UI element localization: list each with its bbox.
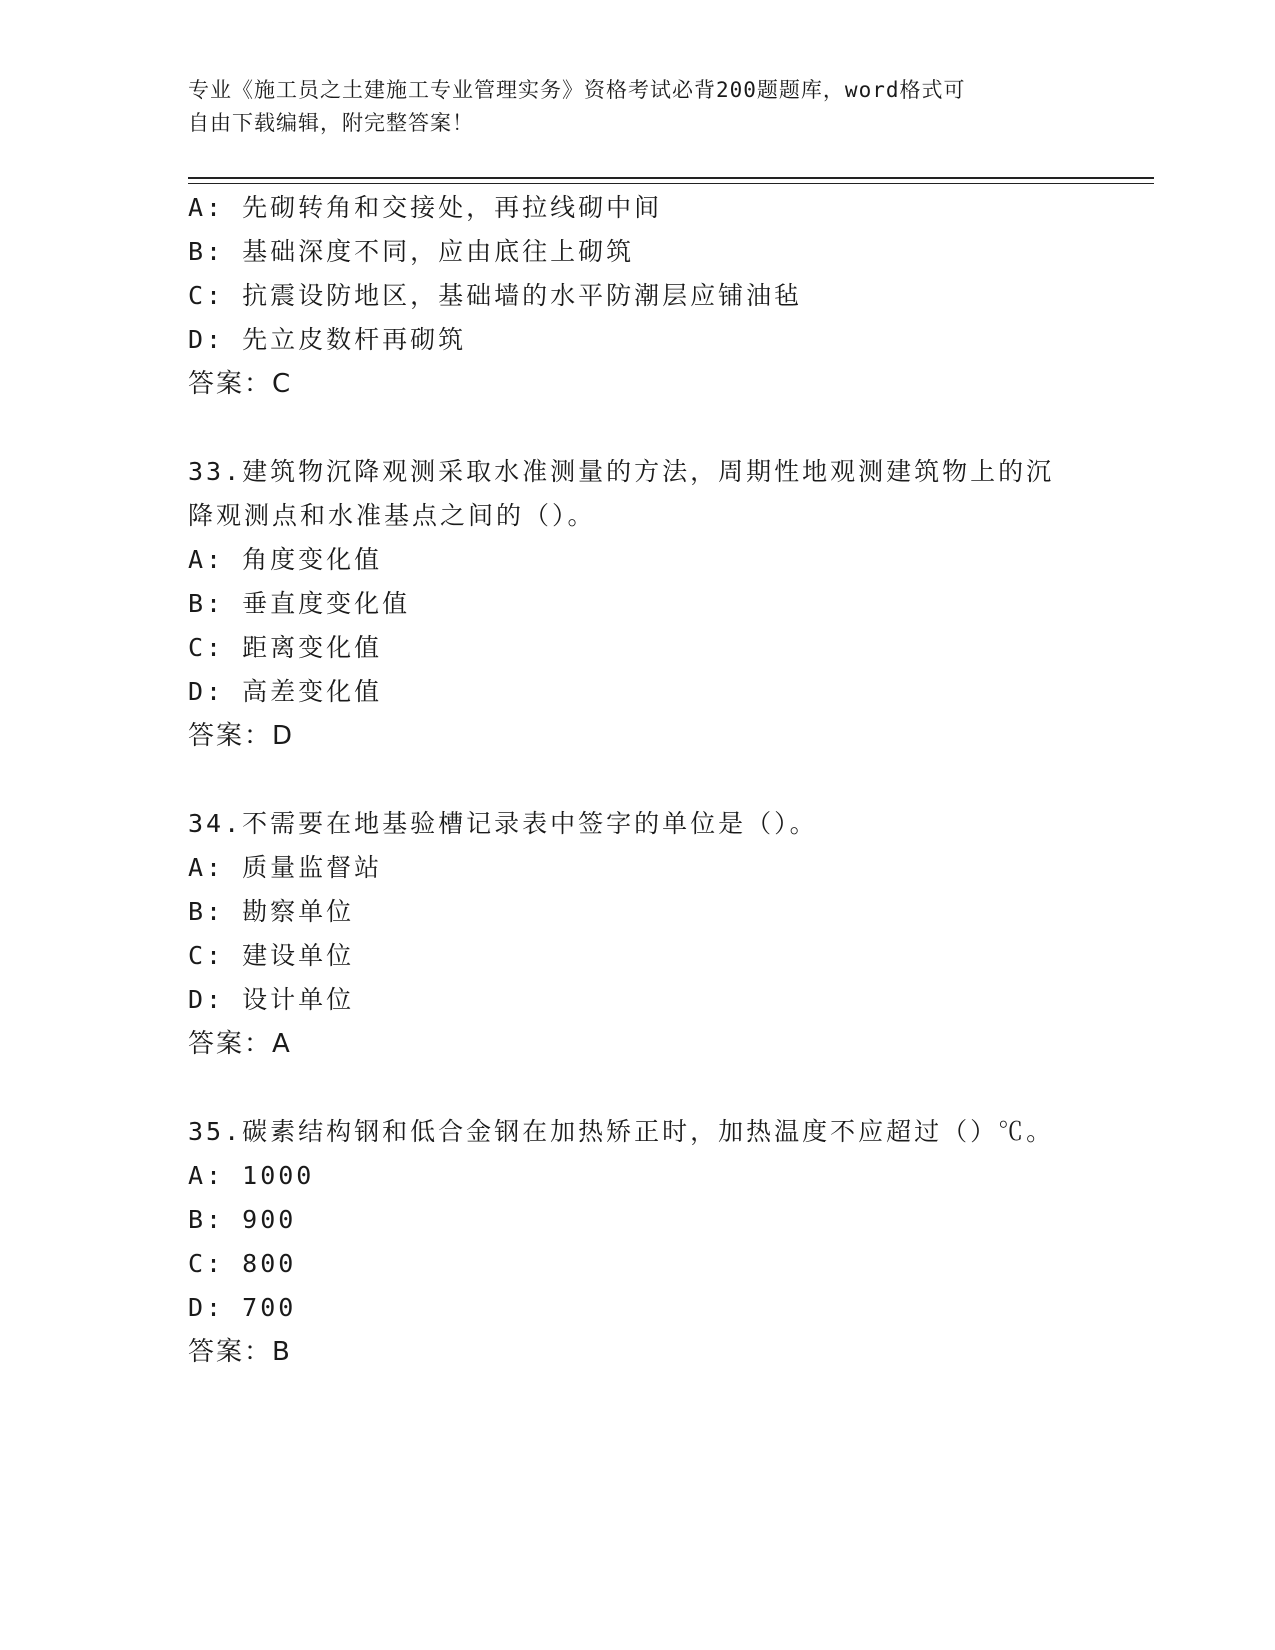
q33-answer: 答案：D	[188, 721, 295, 751]
document-header	[188, 74, 1068, 140]
header-divider-thick	[188, 177, 1154, 179]
q35-option-a: A: 1000	[188, 1161, 315, 1190]
header-title-line-1: 专业《施工员之土建施工专业管理实务》资格考试必背200题题库，word格式可	[188, 78, 966, 102]
q35-stem: 35.碳素结构钢和低合金钢在加热矫正时，加热温度不应超过（）℃。	[188, 1117, 1055, 1146]
q35-option-c: C: 800	[188, 1249, 297, 1278]
q34-option-a: A: 质量监督站	[188, 853, 383, 882]
q33-option-b: B: 垂直度变化值	[188, 589, 411, 618]
q33-option-a: A: 角度变化值	[188, 545, 383, 574]
q34-stem: 34.不需要在地基验槽记录表中签字的单位是（）。	[188, 809, 818, 838]
q32-option-c: C: 抗震设防地区，基础墙的水平防潮层应铺油毡	[188, 281, 803, 310]
q32-option-b: B: 基础深度不同，应由底往上砌筑	[188, 237, 635, 266]
q34-option-b: B: 勘察单位	[188, 897, 355, 926]
header-title-line-2: 自由下载编辑，附完整答案！	[188, 111, 474, 135]
q34-option-d: D: 设计单位	[188, 985, 355, 1014]
q32-option-a: A: 先砌转角和交接处，再拉线砌中间	[188, 193, 663, 222]
q34-option-c: C: 建设单位	[188, 941, 355, 970]
q33-stem-line-2: 降观测点和水准基点之间的（）。	[188, 501, 596, 530]
q35-answer: 答案：B	[188, 1337, 292, 1367]
q35-option-b: B: 900	[188, 1205, 297, 1234]
q32-answer: 答案：C	[188, 369, 293, 399]
header-divider-thin	[188, 183, 1154, 184]
q33-stem-line-1: 33.建筑物沉降观测采取水准测量的方法，周期性地观测建筑物上的沉	[188, 457, 1055, 486]
q34-answer: 答案：A	[188, 1029, 292, 1059]
q33-option-d: D: 高差变化值	[188, 677, 383, 706]
q35-option-d: D: 700	[188, 1293, 297, 1322]
q33-option-c: C: 距离变化值	[188, 633, 383, 662]
q32-option-d: D: 先立皮数杆再砌筑	[188, 325, 467, 354]
